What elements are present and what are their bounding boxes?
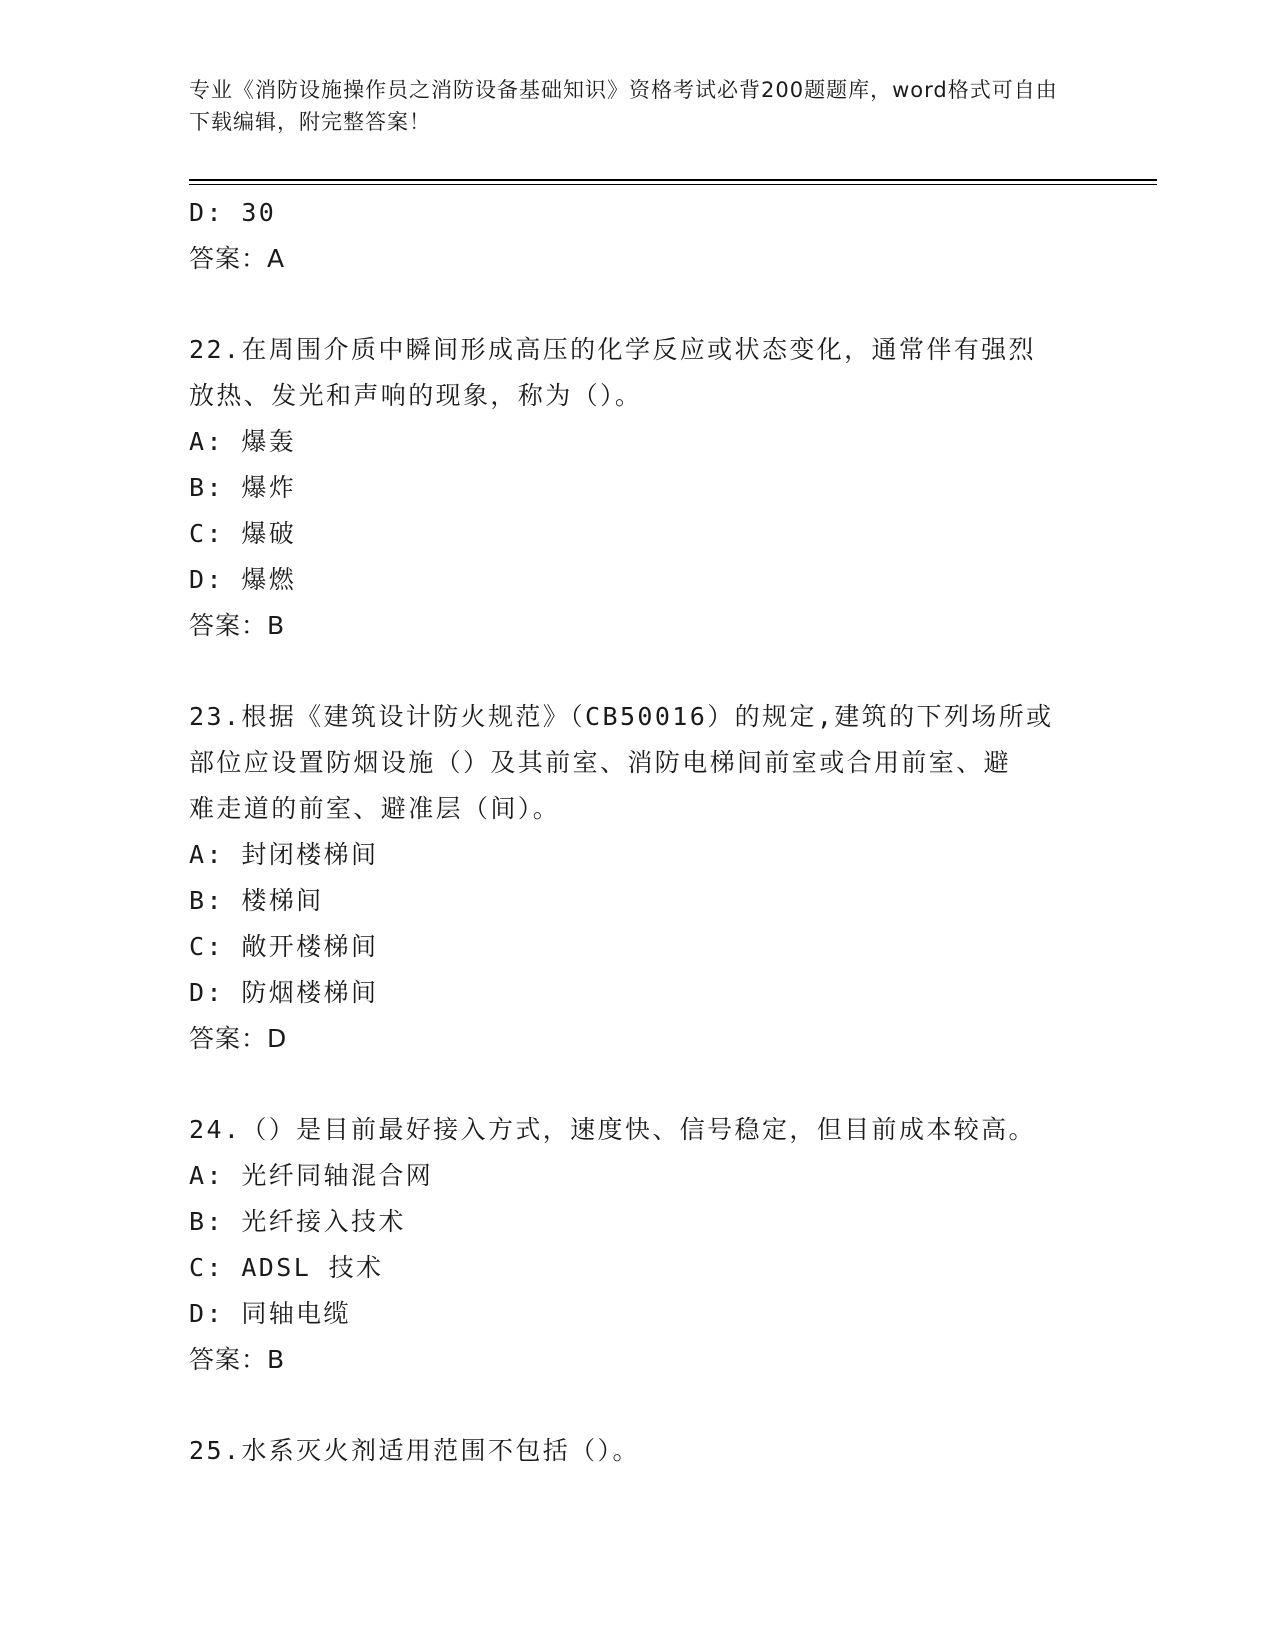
question-22-option-c: C: 爆破: [189, 519, 297, 548]
question-23-option-b: B: 楼梯间: [189, 886, 324, 915]
question-23-answer: 答案：D: [189, 1024, 288, 1053]
question-list: [189, 190, 1089, 1474]
header-divider-thick: [189, 179, 1157, 181]
question-24-option-d: D: 同轴电缆: [189, 1299, 351, 1328]
question-23-option-a: A: 封闭楼梯间: [189, 840, 379, 869]
question-24-text-line-1: 24.（）是目前最好接入方式，速度快、信号稳定，但目前成本较高。: [189, 1115, 1036, 1144]
question-25-text-line-1: 25.水系灭火剂适用范围不包括（）。: [189, 1436, 640, 1465]
prev-answer: 答案：A: [189, 244, 286, 273]
question-22-option-d: D: 爆燃: [189, 565, 297, 594]
question-22-text-line-2: 放热、发光和声响的现象，称为（）。: [189, 381, 643, 410]
question-23-option-d: D: 防烟楼梯间: [189, 978, 379, 1007]
question-22-option-b: B: 爆炸: [189, 473, 297, 502]
question-22-answer: 答案：B: [189, 611, 286, 640]
spacer: [189, 1383, 1089, 1428]
question-24-answer: 答案：B: [189, 1345, 286, 1374]
question-23-text-line-1: 23.根据《建筑设计防火规范》（CB50016）的规定,建筑的下列场所或: [189, 702, 1054, 731]
question-24: [189, 1107, 1089, 1383]
spacer: [189, 282, 1089, 327]
header-divider-thin: [189, 184, 1157, 185]
spacer: [189, 1062, 1089, 1107]
question-23-text-line-3: 难走道的前室、避准层（间）。: [189, 794, 561, 823]
question-23-option-c: C: 敞开楼梯间: [189, 932, 379, 961]
question-25: [189, 1428, 1089, 1474]
question-22-text-line-1: 22.在周围介质中瞬间形成高压的化学反应或状态变化，通常伴有强烈: [189, 335, 1036, 364]
spacer: [189, 649, 1089, 694]
document-header: 专业《消防设施操作员之消防设备基础知识》资格考试必背200题题库，word格式可自由下载编辑，附完整答案！: [189, 78, 1058, 134]
question-23: [189, 694, 1089, 1062]
question-22-option-a: A: 爆轰: [189, 427, 297, 456]
question-24-option-a: A: 光纤同轴混合网: [189, 1161, 434, 1190]
question-23-text-line-2: 部位应设置防烟设施（）及其前室、消防电梯间前室或合用前室、避: [189, 748, 1012, 777]
prev-option-d: D: 30: [189, 198, 277, 227]
question-24-option-c: C: ADSL 技术: [189, 1253, 384, 1282]
question-22: [189, 327, 1089, 649]
question-24-option-b: B: 光纤接入技术: [189, 1207, 406, 1236]
